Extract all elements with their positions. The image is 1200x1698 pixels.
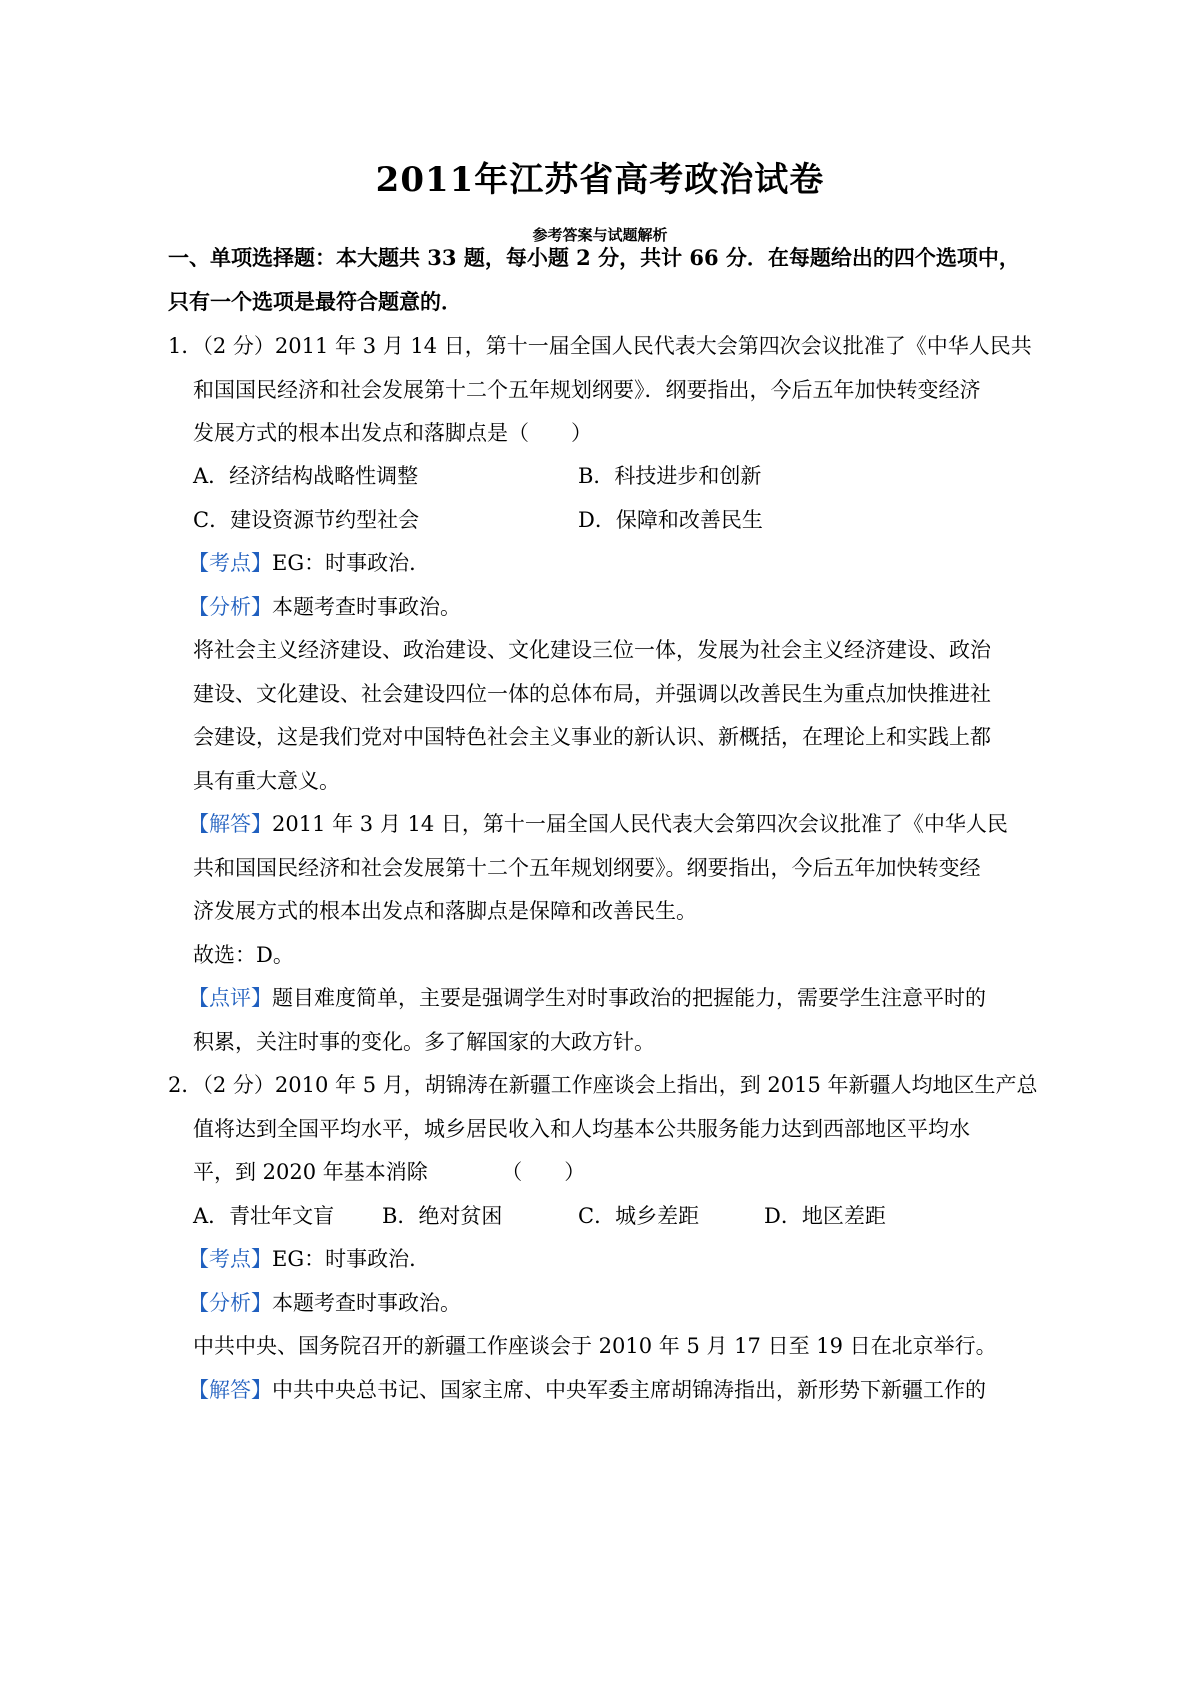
q1-jieda-line-3: 济发展方式的根本出发点和落脚点是保障和改善民生。 <box>193 899 697 923</box>
q1-kaodian <box>188 549 430 577</box>
q2-jieda-line-1: 中共中央总书记、国家主席、中央军委主席胡锦涛指出，新形势下新疆工作的 <box>272 1378 986 1402</box>
q1-answer: 故选：D。 <box>193 943 294 967</box>
q1-dianping-tag: 【点评】 <box>188 986 272 1010</box>
q2-jieda-tag: 【解答】 <box>188 1378 272 1402</box>
q1-option-d: D．保障和改善民生 <box>578 508 763 532</box>
q2-kaodian <box>188 1245 430 1273</box>
q2-kaodian-text: EG：时事政治． <box>272 1247 431 1271</box>
q1-analysis-line-2: 建设、文化建设、社会建设四位一体的总体布局，并强调以改善民生为重点加快推进社 <box>193 682 991 706</box>
q2-jieda <box>188 1376 986 1404</box>
section-heading-line-1: 一、单项选择题：本大题共 33 题，每小题 2 分，共计 66 分．在每题给出的四个选项中， <box>168 245 1020 270</box>
q2-fenxi-text: 本题考查时事政治。 <box>272 1291 461 1315</box>
q1-option-a: A．经济结构战略性调整 <box>193 464 419 488</box>
section-heading-line-2: 只有一个选项是最符合题意的． <box>168 289 462 314</box>
q1-fenxi <box>188 593 461 621</box>
q1-dianping <box>188 984 986 1012</box>
q1-dianping-line-2: 积累，关注时事的变化。多了解国家的大政方针。 <box>193 1030 655 1054</box>
page-title: 2011年江苏省高考政治试卷 <box>375 160 825 200</box>
q1-jieda-line-1: 2011 年 3 月 14 日，第十一届全国人民代表大会第四次会议批准了《中华人民 <box>272 812 1008 836</box>
q2-stem-line-1: 2．（2 分）2010 年 5 月，胡锦涛在新疆工作座谈会上指出，到 2015 年新疆人均地区生产总 <box>168 1073 1038 1097</box>
q1-analysis-line-1: 将社会主义经济建设、政治建设、文化建设三位一体，发展为社会主义经济建设、政治 <box>193 638 991 662</box>
q1-stem-line-1: 1．（2 分）2011 年 3 月 14 日，第十一届全国人民代表大会第四次会议批准了《中华人民共 <box>168 334 1032 358</box>
q2-fenxi <box>188 1289 461 1317</box>
q2-fenxi-tag: 【分析】 <box>188 1291 272 1315</box>
q2-option-a: A．青壮年文盲 <box>193 1204 335 1228</box>
q2-analysis-line-1: 中共中央、国务院召开的新疆工作座谈会于 2010 年 5 月 17 日至 19 日在北京举行。 <box>193 1334 997 1358</box>
q2-stem-line-2: 值将达到全国平均水平，城乡居民收入和人均基本公共服务能力达到西部地区平均水 <box>193 1117 970 1141</box>
q1-analysis-line-3: 会建设，这是我们党对中国特色社会主义事业的新认识、新概括，在理论上和实践上都 <box>193 725 991 749</box>
q2-option-b: B．绝对贫困 <box>382 1204 503 1228</box>
q1-fenxi-text: 本题考查时事政治。 <box>272 595 461 619</box>
q1-dianping-line-1: 题目难度简单，主要是强调学生对时事政治的把握能力，需要学生注意平时的 <box>272 986 986 1010</box>
q1-option-b: B．科技进步和创新 <box>578 464 762 488</box>
q1-jieda-tag: 【解答】 <box>188 812 272 836</box>
q1-stem-line-2: 和国国民经济和社会发展第十二个五年规划纲要》．纲要指出，今后五年加快转变经济 <box>193 378 981 402</box>
q2-option-c: C．城乡差距 <box>578 1204 700 1228</box>
page-subtitle: 参考答案与试题解析 <box>532 226 668 244</box>
q2-option-d: D．地区差距 <box>764 1204 886 1228</box>
q1-kaodian-tag: 【考点】 <box>188 551 272 575</box>
q2-stem-line-3: 平，到 2020 年基本消除 （ ） <box>193 1160 586 1184</box>
q1-jieda <box>188 810 1008 838</box>
q1-kaodian-text: EG：时事政治． <box>272 551 431 575</box>
q1-stem-line-3: 发展方式的根本出发点和落脚点是（ ） <box>193 421 592 445</box>
q2-kaodian-tag: 【考点】 <box>188 1247 272 1271</box>
q1-fenxi-tag: 【分析】 <box>188 595 272 619</box>
q1-jieda-line-2: 共和国国民经济和社会发展第十二个五年规划纲要》。纲要指出，今后五年加快转变经 <box>193 856 981 880</box>
q1-option-c: C．建设资源节约型社会 <box>193 508 420 532</box>
q1-analysis-line-4: 具有重大意义。 <box>193 769 340 793</box>
